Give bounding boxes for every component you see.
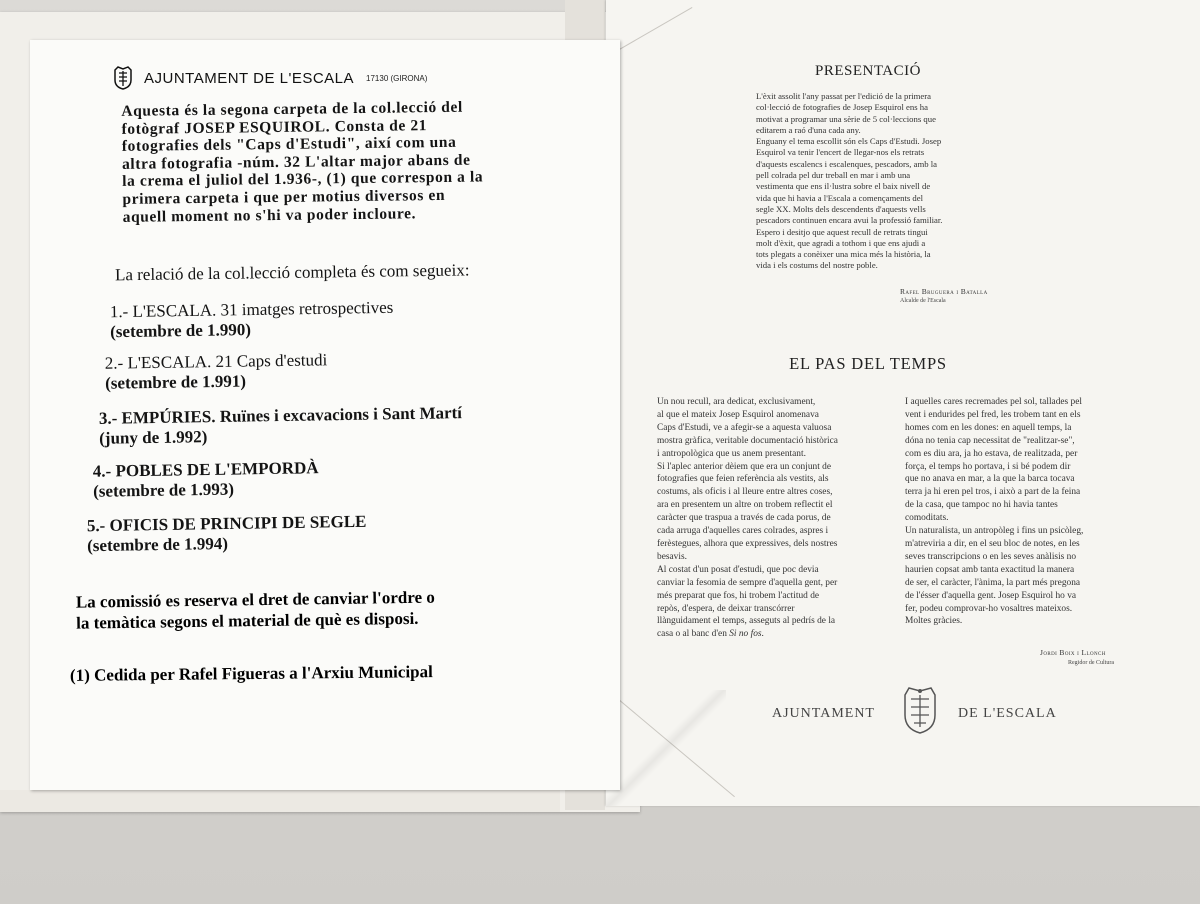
- article-line: de ser, el caràcter, l'ànima, la part més pregona: [905, 577, 1081, 588]
- presentacio-line: pell colrada pel dur treball en mar i amb una: [756, 170, 911, 181]
- article-line: de la casa, que tampoc no hi havia tantes: [905, 500, 1058, 511]
- presentacio-line: vida que hi havia a l'Escala a començaments del: [756, 192, 924, 203]
- folder-flap: [0, 790, 560, 812]
- presentacio-text: [756, 91, 1010, 272]
- article-column-left: [657, 396, 895, 641]
- article-line: costums, als oficis i al lleure entre altres coses,: [657, 487, 833, 498]
- article-line: al que el mateix Josep Esquirol anomenava: [657, 409, 819, 420]
- presentacio-line: tots plegats a conèixer una mica més la història, la: [756, 249, 931, 260]
- presentacio-line: molt d'èxit, que agradi a tothom i que ens ajudi a: [756, 237, 926, 248]
- collection-item-date: (setembre de 1.994): [87, 533, 229, 556]
- collection-item: [87, 512, 367, 556]
- collection-item-title: 4.- POBLES DE L'EMPORDÀ: [92, 458, 319, 481]
- collection-item-title: 2.- L'ESCALA. 21 Caps d'estudi: [104, 350, 328, 373]
- presentacio-line: vestimenta que ens il·lustra sobre el baix nivell de: [756, 181, 931, 192]
- note-line: la temàtica segons el material de què es disposi.: [76, 608, 419, 633]
- article-line: Moltes gràcies.: [905, 616, 963, 627]
- collection-item-title: 5.- OFICIS DE PRINCIPI DE SEGLE: [86, 511, 367, 536]
- coat-of-arms-icon: [901, 685, 939, 735]
- article-line: Caps d'Estudi, ve a afegir-se a aquesta valuosa: [657, 422, 832, 433]
- letterhead-place: 17130 (GIRONA): [366, 73, 428, 83]
- presentacio-line: Enguany el tema escollit són els Caps d'Estudi. Josep: [756, 136, 942, 147]
- note-paragraph: [76, 584, 597, 633]
- intro-line: aquell moment no s'hi va poder incloure.: [122, 204, 417, 226]
- collection-item-date: (juny de 1.992): [99, 427, 208, 448]
- collection-item: [110, 298, 394, 342]
- presentacio-line: motivat a programar una sèrie de 5 col·leccions que: [756, 113, 936, 124]
- footer-escala: DE L'ESCALA: [958, 706, 1057, 721]
- fold-shade: [606, 690, 726, 806]
- collection-item-title: 1.- L'ESCALA. 31 imatges retrospectives: [109, 297, 394, 322]
- article-line: dóna no tenia cap necessitat de "realitzar-se",: [905, 435, 1075, 446]
- intro-line: la crema el juliol del 1.936-, (1) que correspon a la: [122, 168, 484, 191]
- presentacio-line: pescadors continuen encara avui la professió familiar.: [756, 215, 943, 226]
- letterhead: [112, 66, 427, 90]
- article-line: cada arruga d'aquelles cares colrades, aspres i: [657, 526, 829, 537]
- article-line: vent i endurides pel fred, les trobem tant en els: [905, 409, 1081, 420]
- article-line: comoditats.: [905, 513, 949, 524]
- pas-del-temps-title: EL PAS DEL TEMPS: [789, 354, 947, 373]
- article-column-right: [905, 396, 1143, 628]
- presentacio-line: Espero i desitjo que aquest recull de retrats tingui: [756, 226, 928, 237]
- pas-signature: Jordi Boix i Llonch: [1040, 648, 1106, 657]
- presentacio-role: Alcalde de l'Escala: [900, 298, 946, 304]
- presentacio-title: PRESENTACIÓ: [815, 63, 921, 79]
- presentacio-line: L'èxit assolit l'any passat per l'edició de la primera: [756, 91, 932, 101]
- article-line: seves transcripcions o en les seves anàlisis no: [905, 551, 1077, 562]
- intro-line: Aquesta és la segona carpeta de la col.lecció del: [121, 98, 463, 120]
- collection-item-date: (setembre de 1.990): [110, 320, 252, 342]
- note-line: La comissió es reserva el dret de canviar l'ordre o: [75, 587, 435, 612]
- intro-line: primera carpeta i que per motius diversos en: [122, 186, 446, 208]
- article-line: fotografies que feien referència als vestits, als: [657, 474, 829, 485]
- collection-item: [99, 403, 463, 449]
- article-line: i antropològica que us anem presentant.: [657, 448, 806, 459]
- presentacio-line: Esquirol va tenir l'encert de llegar-nos els retrats: [756, 147, 925, 158]
- list-heading: La relació de la col.lecció completa és com segueix:: [114, 260, 470, 285]
- article-line: canviar la fesomia de sempre d'aquella gent, per: [657, 577, 838, 588]
- collection-item-title: 3.- EMPÚRIES. Ruïnes i excavacions i Sant Martí: [98, 403, 463, 428]
- intro-line: altra fotografia -núm. 32 L'altar major abans de: [121, 151, 471, 173]
- presentacio-line: col·lecció de fotografies de Josep Esquirol ens ha: [756, 102, 929, 113]
- article-line: mostra gràfica, veritable documentació històrica: [657, 435, 838, 446]
- article-line: més preparat que fos, hi trobem l'actitud de: [657, 590, 820, 601]
- article-line: besavis.: [657, 551, 687, 562]
- presentacio-line: segle XX. Molts dels descendents d'aquests vells: [756, 203, 926, 214]
- intro-line: fotògraf JOSEP ESQUIROL. Consta de 21: [121, 116, 428, 138]
- footnote-citation: (1) Cedida per Rafel Figueras a l'Arxiu Municipal: [69, 662, 433, 685]
- collection-item: [105, 350, 328, 393]
- article-line: repòs, d'espera, de deixar transcórrer: [657, 603, 795, 614]
- coat-of-arms-icon: [112, 66, 134, 90]
- article-line: Un nou recull, ara dedicat, exclusivament,: [657, 397, 816, 407]
- article-line: Si l'aplec anterior dèiem que era un conjunt de: [657, 461, 832, 472]
- collection-item: [93, 458, 319, 502]
- pas-role: Regidor de Cultura: [1068, 660, 1114, 666]
- article-line: homes com en les dones: en aquell temps, la: [905, 422, 1072, 433]
- article-line: que no anava en mar, a la que la barca tocava: [905, 474, 1075, 485]
- article-line: fer, podeu comprovar-ho vosaltres mateixos.: [905, 603, 1073, 614]
- article-line: terra ja hi eren pel tros, i això a part de la feina: [905, 487, 1081, 498]
- letterhead-org: AJUNTAMENT DE L'ESCALA: [144, 69, 355, 87]
- article-italic: Si no fos: [729, 629, 762, 640]
- presentacio-line: d'aquests escalencs i escalenques, pescadors, amb la: [756, 158, 938, 169]
- presentacio-signature: Rafel Bruguera i Batalla: [900, 287, 988, 296]
- article-line: Un naturalista, un antropòleg i fins un psicòleg,: [905, 526, 1084, 537]
- collection-item-date: (setembre de 1.991): [105, 371, 247, 393]
- footer-ajuntament: AJUNTAMENT: [772, 706, 875, 721]
- collection-item-date: (setembre de 1.993): [93, 479, 235, 501]
- article-line: haurien copsat amb tanta exactitud la manera: [905, 564, 1075, 575]
- article-line: ferèstegues, alhora que expressives, dels nostres: [657, 538, 838, 549]
- article-line: força, el temps ho portava, i si bé podem dir: [905, 461, 1071, 472]
- article-line: casa o al banc d'en Si no fos.: [657, 629, 764, 640]
- article-line: llànguidament el temps, asseguts al pedrís de la: [657, 616, 836, 627]
- intro-line: fotografies dels "Caps d'Estudi", així com una: [121, 133, 457, 156]
- article-line: m'atreviria a dir, en el seu bloc de notes, en les: [905, 538, 1080, 549]
- presentacio-line: vida i els costums del nostre poble.: [756, 260, 878, 271]
- article-line: Al costat d'un posat d'estudi, que poc devia: [657, 564, 819, 575]
- intro-paragraph: [121, 97, 592, 226]
- article-line: ara en presentem un altre on trobem reflectit el: [657, 500, 833, 511]
- article-line: de l'ésser d'aquella gent. Josep Esquirol ho va: [905, 590, 1077, 601]
- article-line: com es diu ara, ja ho estava, de realitzada, per: [905, 448, 1078, 459]
- article-line-text: casa o al banc d'en: [657, 629, 727, 640]
- article-line: I aquelles cares recremades pel sol, tallades pel: [905, 397, 1082, 407]
- presentacio-line: editarem a raó d'una cada any.: [756, 124, 861, 135]
- article-line: caràcter que traspua a través de cada porus, de: [657, 513, 831, 524]
